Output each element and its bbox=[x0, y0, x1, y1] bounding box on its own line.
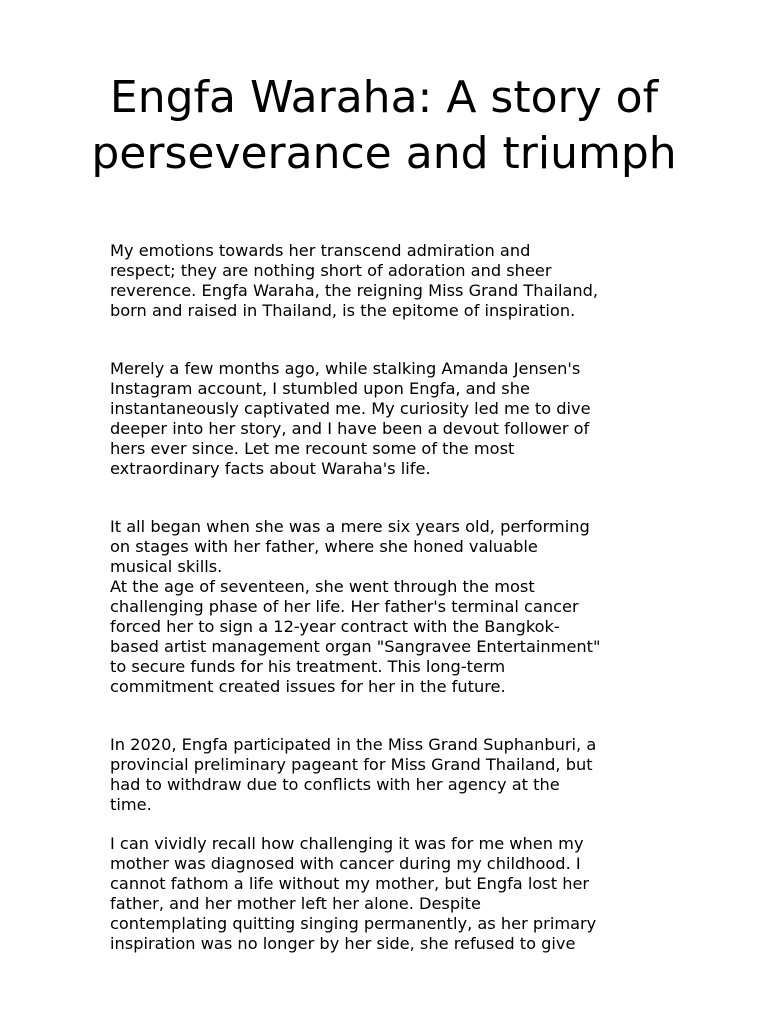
paragraph-pageant: In 2020, Engfa participated in the Miss Grand Suphanburi, a provincial preliminary pageant for Miss Grand Thailand, but had to withdraw due to conflicts with her agency at the time. bbox=[110, 735, 597, 814]
document-title: Engfa Waraha: A story of perseverance and triumph bbox=[91, 72, 677, 179]
document-body bbox=[110, 241, 670, 954]
paragraph-childhood: It all began when she was a mere six years old, performing on stages with her father, where she honed valuable musical skills. bbox=[110, 517, 590, 576]
paragraph-discovery: Merely a few months ago, while stalking Amanda Jensen's Instagram account, I stumbled upon Engfa, and she instantaneously captivated me. My curiosity led me to dive deeper into her story, and I have been a devout follower of hers ever since. Let me recount some of the most extraordinary facts about Waraha's life. bbox=[110, 359, 591, 478]
paragraph-intro: My emotions towards her transcend admiration and respect; they are nothing short of adoration and sheer reverence. Engfa Waraha, the reigning Miss Grand Thailand, born and raised in Thailand, is the epitome of inspiration. bbox=[110, 241, 599, 320]
paragraph-contract: At the age of seventeen, she went through the most challenging phase of her life. Her father's terminal cancer forced her to sign a 12-year contract with the Bangkok- based artist management organ "Sangravee Entertainment" to secure funds for his treatment. This long-term commitment created issues for her in the future. bbox=[110, 577, 601, 696]
paragraph-personal: I can vividly recall how challenging it was for me when my mother was diagnosed with cancer during my childhood. I cannot fathom a life without my mother, but Engfa lost her father, and her mother left her alone. Despite contemplating quitting singing permanently, as her primary inspiration was no longer by her side, she refused to give bbox=[110, 834, 597, 953]
